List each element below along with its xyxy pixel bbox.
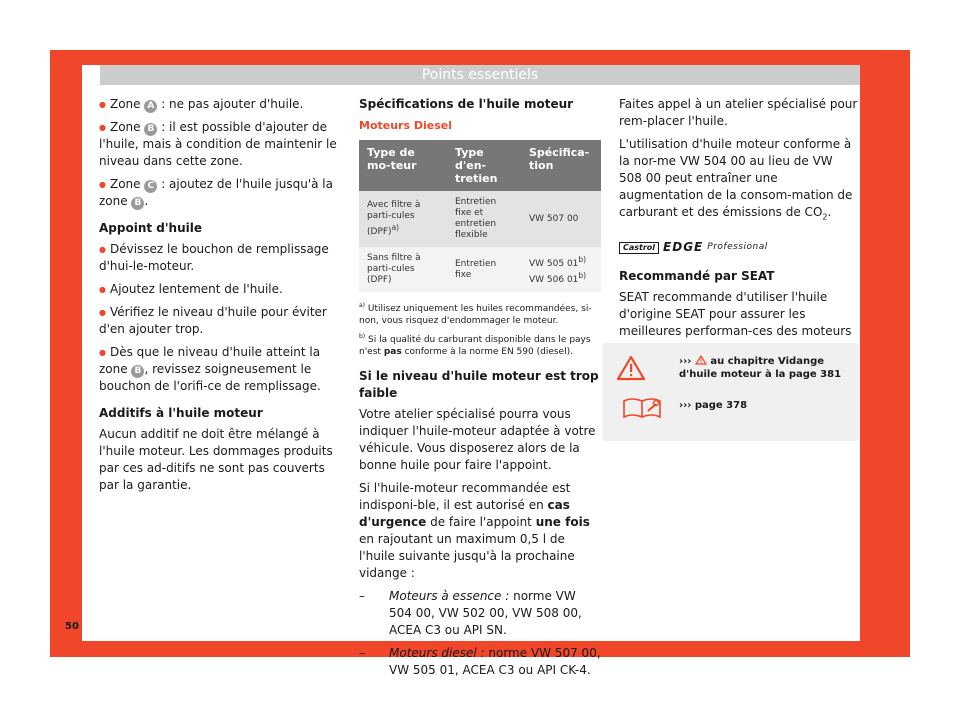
zone-b-badge-ref: B — [131, 197, 144, 210]
table-header-service: Type d'en-tretien — [447, 140, 521, 191]
table-cell-engine: Avec filtre à parti-cules (DPF)$^{a)}$ — [359, 191, 447, 247]
low-level-p1: Votre atelier spécialisé pourra vous indiquer l'huile-moteur adaptée à votre véhicule. Vous disposerez alors de la bonne huile pour faire l'appoint. — [359, 407, 596, 472]
castrol-logo — [619, 239, 859, 256]
warning-small-icon — [695, 355, 707, 365]
ref-link-page-378[interactable]: ››› page 378 — [679, 400, 748, 411]
table-cell-engine: Sans filtre à parti-cules (DPF) — [359, 247, 447, 292]
appoint-step-4: ● Dès que le niveau d'huile atteint la zone B , revissez soigneusement le bouchon de l'orifi-ce de remplissage. — [99, 344, 339, 395]
appoint-title: Appoint d'huile — [99, 221, 202, 235]
table-cell-service: Entretien fixe — [447, 247, 521, 292]
recommended-text: SEAT recommande d'utiliser l'huile d'origine SEAT pour assurer les meilleures performan-ces des moteurs — [619, 290, 852, 339]
zone-b-badge-step: B — [131, 365, 144, 378]
low-level-title: Si le niveau d'huile moteur est trop faible — [359, 369, 599, 400]
oil-spec-table — [359, 140, 601, 292]
recommended-title: Recommandé par SEAT — [619, 269, 775, 284]
table-cell-spec: VW 507 00 — [521, 191, 601, 247]
table-row — [359, 191, 601, 247]
book-wrench-icon — [622, 395, 664, 419]
footnote-b: $^{b)}$ Si la qualité du carburant disponible dans le pays n'est pas conforme à la norme EN 590 (diesel). — [359, 333, 591, 357]
castrol-professional: Professional — [707, 242, 768, 253]
zone-c-badge: C — [144, 180, 157, 193]
petrol-norms: – Moteurs à essence : norme VW 504 00, VW 502 00, VW 508 00, ACEA C3 ou API SN. — [359, 588, 601, 639]
appoint-step-3: ● Vérifiez le niveau d'huile pour éviter d'en ajouter trop. — [99, 304, 339, 338]
zone-a-item: ● Zone A : ne pas ajouter d'huile. — [99, 96, 339, 113]
column-middle — [359, 96, 601, 685]
diesel-norms: – Moteurs diesel : norme VW 507 00, VW 505 01, ACEA C3 ou API CK-4. — [359, 645, 601, 679]
additifs-title: Additifs à l'huile moteur — [99, 406, 263, 420]
reference-box — [603, 343, 858, 441]
appoint-step-2: ● Ajoutez lentement de l'huile. — [99, 281, 339, 298]
table-header-spec: Spécifica-tion — [521, 140, 601, 191]
spec-subtitle: Moteurs Diesel — [359, 119, 452, 132]
castrol-edge: EDGE — [663, 240, 704, 255]
section-header: Points essentiels — [100, 65, 860, 85]
footnote-a: $^{a)}$ Utilisez uniquement les huiles recommandées, si-non, vous risquez d'endommager le moteur. — [359, 302, 592, 326]
table-cell-service: Entretien fixe et entretien flexible — [447, 191, 521, 247]
table-row — [359, 247, 601, 292]
workshop-text: Faites appel à un atelier spécialisé pour rem-placer l'huile. — [619, 97, 858, 128]
norm-text: L'utilisation d'huile moteur conforme à la nor-me VW 504 00 au lieu de VW 508 00 peut entraîner une augmentation de la consom-mation de carburant et des émissions de $CO_2$. — [619, 137, 853, 222]
page-number: 50 — [65, 621, 79, 632]
table-cell-spec: VW 505 01$^{b)}$ VW 506 01$^{b)}$ — [521, 247, 601, 292]
zone-b-badge: B — [144, 123, 157, 136]
column-left — [99, 96, 339, 500]
spec-title: Spécifications de l'huile moteur — [359, 97, 574, 111]
warning-triangle-icon — [616, 355, 646, 381]
table-header-row — [359, 140, 601, 191]
zone-b-item: ● Zone B : il est possible d'ajouter de l'huile, mais à condition de maintenir le niveau dans cette zone. — [99, 119, 339, 170]
zone-a-badge: A — [144, 100, 157, 113]
ref-link-oil-change[interactable]: ››› au chapitre Vidange d'huile moteur à la page 381 — [679, 356, 842, 380]
zone-c-item: ● Zone C : ajoutez de l'huile jusqu'à la zone B . — [99, 176, 339, 210]
low-level-p2: Si l'huile-moteur recommandée est indisponi-ble, il est autorisé en cas d'urgence de faire l'appoint une fois en rajoutant un maximum 0,5 l de l'huile suivante jusqu'à la prochaine vidange : — [359, 481, 590, 580]
additifs-text: Aucun additif ne doit être mélangé à l'huile moteur. Les dommages produits par ces ad-ditifs ne sont pas couverts par la garantie. — [99, 427, 333, 492]
castrol-brand: Castrol — [619, 242, 659, 254]
column-right — [619, 96, 859, 363]
table-header-engine: Type de mo-teur — [359, 140, 447, 191]
appoint-step-1: ● Dévissez le bouchon de remplissage d'hui-le-moteur. — [99, 241, 339, 275]
